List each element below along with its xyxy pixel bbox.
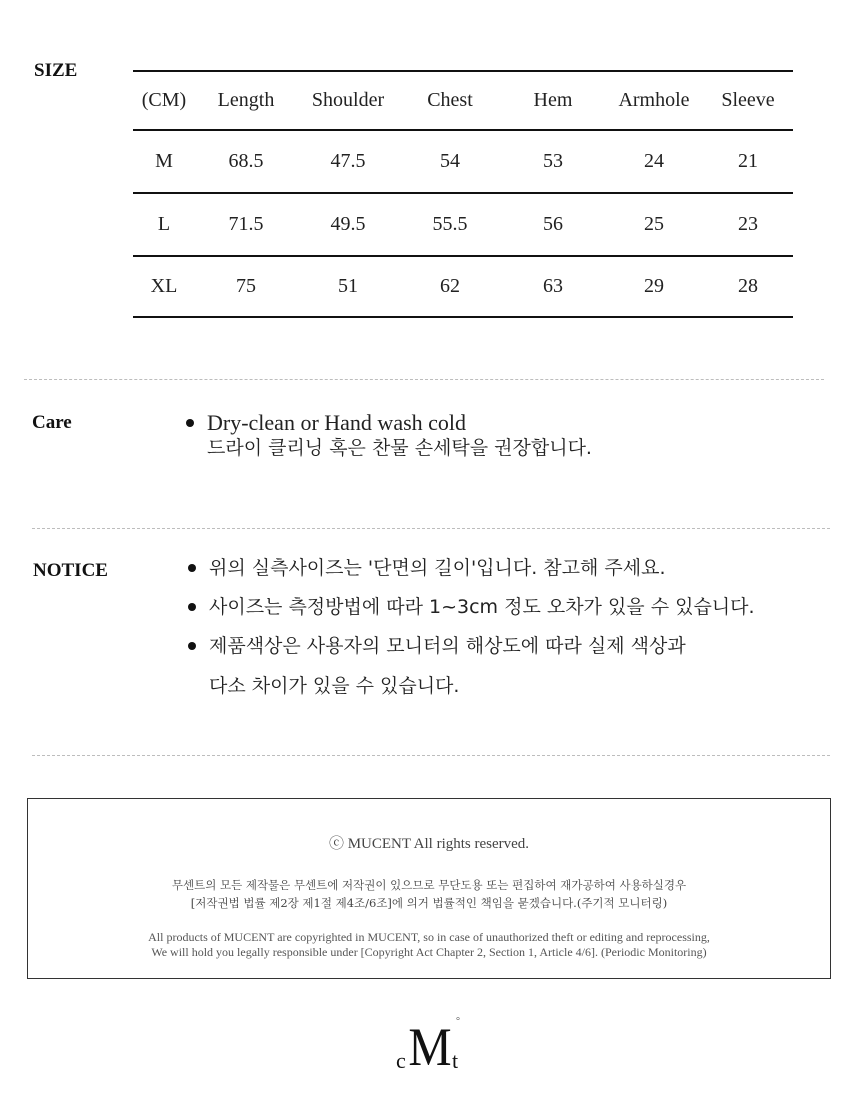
- mucent-logo: [396, 1016, 466, 1080]
- care-label: Care: [32, 412, 72, 433]
- logo-letter-c: c: [396, 1048, 406, 1073]
- copyright-kr-line2: [저작권법 법률 제2장 제1절 제4조/6조]에 의거 법률적인 책임을 묻겠습니다.(주기적 모니터링): [190, 896, 668, 910]
- hem-cell: 53: [543, 150, 563, 172]
- bullet-icon: [188, 564, 196, 572]
- length-cell: 71.5: [228, 213, 264, 235]
- notice-label: NOTICE: [33, 560, 108, 581]
- care-text-en: Dry-clean or Hand wash cold: [207, 410, 467, 435]
- copyright-title: ⓒ MUCENT All rights reserved.: [328, 836, 530, 852]
- table-row: [133, 130, 793, 193]
- copyright-en-line2: We will hold you legally responsible under [Copyright Act Chapter 2, Section 1, Article 4/6]. (Periodic Monitoring): [151, 945, 707, 959]
- shoulder-cell: 47.5: [330, 150, 366, 172]
- notice-item-continuation: 다소 차이가 있을 수 있습니다.: [209, 675, 460, 697]
- armhole-cell: 24: [644, 150, 664, 172]
- copyright-en-line1: All products of MUCENT are copyrighted in MUCENT, so in case of unauthorized theft or editing and reprocessing,: [148, 930, 710, 944]
- copyright-box: [27, 798, 831, 979]
- chest-cell: 55.5: [432, 213, 468, 235]
- chest-cell: 62: [440, 275, 460, 297]
- list-item: [188, 634, 686, 658]
- header-sleeve: Sleeve: [721, 89, 775, 111]
- care-text-kr: 드라이 클리닝 혹은 찬물 손세탁을 권장합니다.: [207, 437, 592, 459]
- divider: [24, 379, 824, 380]
- size-label: SIZE: [34, 60, 78, 81]
- header-chest: Chest: [427, 89, 473, 111]
- care-item: [186, 411, 592, 460]
- header-hem: Hem: [533, 89, 573, 111]
- notice-item-text: 사이즈는 측정방법에 따라 1~3cm 정도 오차가 있을 수 있습니다.: [209, 596, 755, 618]
- divider: [32, 755, 830, 756]
- size-cell: L: [157, 213, 171, 235]
- size-cell: XL: [150, 275, 178, 297]
- table-row: [133, 193, 793, 256]
- hem-cell: 56: [543, 213, 563, 235]
- logo-letter-t: t: [452, 1048, 459, 1073]
- armhole-cell: 29: [644, 275, 664, 297]
- hem-cell: 63: [543, 275, 563, 297]
- notice-item-text: 제품색상은 사용자의 모니터의 해상도에 따라 실제 색상과: [209, 635, 686, 657]
- header-length: Length: [217, 89, 275, 111]
- bullet-icon: [186, 419, 194, 427]
- divider: [32, 528, 830, 529]
- size-cell: M: [155, 150, 173, 172]
- bullet-icon: [188, 642, 196, 650]
- table-row: [133, 256, 793, 317]
- sleeve-cell: 23: [738, 213, 758, 235]
- notice-item-text: 위의 실측사이즈는 '단면의 길이'입니다. 참고해 주세요.: [209, 557, 666, 579]
- sleeve-cell: 21: [738, 150, 758, 172]
- copyright-kr-line1: 무센트의 모든 제작물은 무센트에 저작권이 있으므로 무단도용 또는 편집하여 재가공하여 사용하실경우: [171, 878, 687, 892]
- header-unit: (CM): [141, 89, 187, 111]
- shoulder-cell: 49.5: [330, 213, 366, 235]
- length-cell: 68.5: [228, 150, 264, 172]
- list-item: [188, 595, 755, 619]
- header-armhole: Armhole: [618, 89, 690, 111]
- header-shoulder: Shoulder: [311, 89, 385, 111]
- size-table-header-row: [133, 71, 793, 130]
- armhole-cell: 25: [644, 213, 664, 235]
- sleeve-cell: 28: [738, 275, 758, 297]
- logo-degree-mark: °: [456, 1016, 460, 1027]
- size-table: [133, 70, 793, 318]
- chest-cell: 54: [440, 150, 460, 172]
- bullet-icon: [188, 603, 196, 611]
- shoulder-cell: 51: [338, 275, 358, 297]
- logo-letter-m: M: [408, 1017, 452, 1077]
- length-cell: 75: [236, 275, 256, 297]
- list-item: [188, 556, 666, 580]
